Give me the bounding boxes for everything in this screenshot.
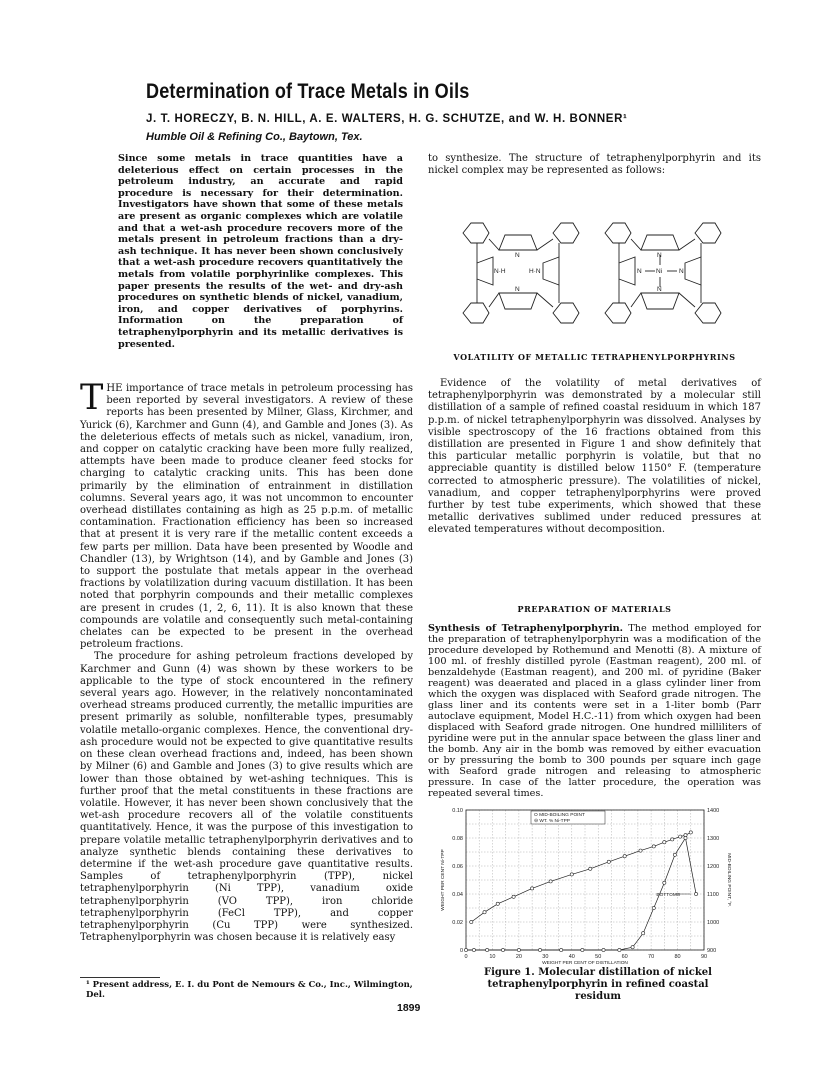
point-wt-ni-tpp: [663, 881, 666, 884]
x-tick-label: 70: [648, 954, 655, 960]
preparation-paragraph: [428, 623, 761, 799]
point-mid-boiling-point: [679, 835, 682, 838]
affiliation: Humble Oil & Refining Co., Baytown, Tex.: [146, 131, 363, 143]
footnote-rule: [80, 977, 160, 978]
x-tick-label: 60: [621, 954, 628, 960]
point-mid-boiling-point: [671, 838, 674, 841]
abstract: Since some metals in trace quantities have a deleterious effect on certain processes in the petroleum industry, an accurate and rapid procedure is necessary for their determination. Investigators have shown that some of these metals are present as organic complexes which are volatile and that a wet-ash procedure recovers more of the metals present in petroleum fractions than a dry-ash technique. It has never been shown conclusively that a wet-ash procedure recovers quantitatively the metals from volatile porphyrinlike complexes. This paper presents the results of the wet- and dry-ash procedures on synthetic blends of nickel, vanadium, iron, and copper derivatives of porphyrins. Information on the preparation of tetraphenylporphyrin and its metallic derivatives is presented.: [118, 153, 403, 350]
y-tick-label: 0.10: [452, 808, 463, 814]
paragraph-intro-text: HE importance of trace metals in petroleum processing has been reported by several investigators. A review of these reports has been presented by Milner, Glass, Kirchmer, and Yurick (6), Karchmer and Gunn (4), and Gamble and Jones (3). As the deleterious effects of metals such as nickel, vanadium, iron, and copper on catalytic cracking have been more fully realized, attempts have been made to produce cleaner feed stocks for charging to catalytic cracking units. This has been done primarily by the elimination of entrainment in distillation columns. Several years ago, it was not uncommon to encounter overhead distillates containing as high as 25 p.p.m. of metallic contamination. Fractionation efficiency has been so increased that at present it is very rare if the metallic content exceeds a few parts per million. Data have been presented by Woodle and Chandler (13), by Wrightson (14), and by Gamble and Jones (3) to support the postulate that metals appear in the overhead fractions by volatilization during vacuum distillation. It has been noted that porphyrin compounds and their metallic complexes are present in crudes (1, 2, 6, 11). It is also known that these compounds are volatile and consequently such metal-containing chelates can be expected to be present in the overhead petroleum fractions.: [80, 383, 413, 651]
point-mid-boiling-point: [652, 845, 655, 848]
heading-volatility: VOLATILITY OF METALLIC TETRAPHENYLPORPHYRINS: [453, 352, 736, 362]
point-mid-boiling-point: [496, 902, 499, 905]
paragraph-intro: [80, 378, 413, 651]
structure-intro: to synthesize. The structure of tetraphenylporphyrin and its nickel complex may be represented as follows:: [428, 153, 761, 177]
preparation-text: The method employed for the preparation of tetraphenylporphyrin was a modification of the procedure developed by Rothemund and Menotti (8). A mixture of 100 ml. of freshly distilled pyrole (Eastman reagent), 200 ml. of benzaldehyde (Eastman reagent), and 200 ml. of pyridine (Baker reagent) was deaerated and placed in a glass cylinder liner from which the oxygen was displaced with Seaford grade nitrogen. The glass liner and its contents were set in a 1-liter bomb (Parr autoclave equipment, Model H.C.-11) from which oxygen had been displaced with Seaford grade nitrogen. One hundred milliliters of pyridine were put in the annular space between the glass liner and the bomb. Any air in the bomb was removed by either evacuation or by pressuring the bomb to 300 pounds per square inch gage with Seaford grade nitrogen and releasing to atmospheric pressure. In case of the latter procedure, the operation was repeated several times.: [428, 623, 762, 799]
point-mid-boiling-point: [512, 895, 515, 898]
point-wt-ni-tpp: [472, 948, 475, 951]
label-n-top: N: [515, 252, 520, 259]
point-mid-boiling-point: [623, 855, 626, 858]
label-nh: N·H: [494, 268, 506, 275]
y2-tick-label: 1400: [707, 808, 720, 814]
chart-grid: [466, 810, 704, 950]
point-wt-ni-tpp: [631, 946, 634, 949]
legend-entry: ⊖ WT. % Ni-TPP: [534, 819, 570, 824]
page-number: 1899: [397, 1002, 421, 1014]
point-wt-ni-tpp: [684, 836, 687, 839]
label-ni-n-bottom: N: [657, 286, 662, 293]
series-line-mid-boiling-point: [471, 832, 690, 922]
preparation-lead: Synthesis of Tetraphenylporphyrin.: [428, 623, 624, 634]
label-ni-n-left: N: [637, 268, 642, 275]
point-mid-boiling-point: [607, 860, 610, 863]
ni-tpp-structure: [605, 223, 721, 323]
point-wt-ni-tpp: [694, 892, 697, 895]
y-axis-label: WEIGHT PER CENT Ni-TPP: [441, 849, 446, 911]
point-wt-ni-tpp: [501, 948, 504, 951]
x-tick-label: 0: [464, 954, 468, 960]
point-wt-ni-tpp: [486, 948, 489, 951]
point-mid-boiling-point: [470, 920, 473, 923]
point-wt-ni-tpp: [560, 948, 563, 951]
y-tick-label: 0.02: [452, 920, 463, 926]
point-mid-boiling-point: [549, 880, 552, 883]
x-tick-label: 40: [568, 954, 575, 960]
y2-axis-label: MID-BOILING POINT, °F.: [726, 853, 731, 907]
author-list: J. T. HORECZY, B. N. HILL, A. E. WALTERS, H. G. SCHUTZE, and W. H. BONNER¹: [146, 113, 628, 125]
point-wt-ni-tpp: [673, 853, 676, 856]
tpp-structure: [463, 223, 579, 323]
y2-tick-label: 1300: [707, 836, 720, 842]
point-mid-boiling-point: [570, 873, 573, 876]
x-tick-label: 10: [489, 954, 496, 960]
point-mid-boiling-point: [589, 867, 592, 870]
point-wt-ni-tpp: [618, 948, 621, 951]
point-mid-boiling-point: [689, 831, 692, 834]
point-wt-ni-tpp: [652, 906, 655, 909]
volatility-paragraph: Evidence of the volatility of metal derivatives of tetraphenylporphyrin was demonstrated by a molecular still distillation of a sample of refined coastal residuum in which 187 p.p.m. of nickel tetraphenylporphyrin was dissolved. Analyses by visible spectroscopy of the 16 fractions obtained from this distillation are presented in Figure 1 and show definitely that this particular metallic porphyrin is volatile, but that no appreciable quantity is distilled below 1150° F. (temperature corrected to atmospheric pressure). The volatilities of nickel, vanadium, and copper tetraphenylporphyrins were proved further by test tube experiments, which showed that these metallic derivatives sublimed under reduced pressures at elevated temperatures without decomposition.: [428, 378, 761, 536]
annotation-bottoms: BOTTOMS: [656, 893, 681, 898]
x-axis-label: WEIGHT PER CENT OF DISTILLATION: [542, 961, 628, 965]
point-mid-boiling-point: [483, 911, 486, 914]
chart-labels: [440, 808, 732, 965]
label-ni-n-top: N: [657, 252, 662, 259]
legend-entry: O MID-BOILING POINT: [534, 813, 585, 818]
label-n-bottom: N: [515, 286, 520, 293]
paragraph-procedure: The procedure for ashing petroleum fractions developed by Karchmer and Gunn (4) was shown by these workers to be applicable to the type of stock encountered in the refinery several years ago. However, in the relatively noncontaminated overhead streams produced currently, the metallic impurities are present primarily as soluble, nonfilterable types, presumably volatile metallo-organic complexes. Hence, the conventional dry-ash procedure would not be expected to give quantitative results on these clean overhead fractions and, indeed, has been shown by Milner (6) and Gamble and Jones (3) to give results which are lower than those obtained by wet-ashing techniques. This is further proof that the metal constituents in these fractions are volatile. However, it has never been shown conclusively that the wet-ash procedure recovers all of the volatile constituents quantitatively. Hence, it was the purpose of this investigation to prepare volatile metallic tetraphenylporphyrin derivatives and to analyze synthetic blends containing these derivatives to determine if the wet-ash procedure gave quantitative results. Samples of tetraphenylporphyrin (TPP), nickel tetraphenylporphyrin (Ni TPP), vanadium oxide tetraphenylporphyrin (VO TPP), iron chloride tetraphenylporphyrin (FeCl TPP), and copper tetraphenylporphyrin (Cu TPP) were synthesized. Tetraphenylporphyrin was chosen because it is relatively easy: [80, 651, 413, 944]
page-title: Determination of Trace Metals in Oils: [146, 80, 470, 103]
y-tick-label: 0.08: [452, 836, 463, 842]
y-tick-label: 0: [459, 948, 463, 954]
porphyrin-structures: [455, 205, 735, 345]
label-ni-n-right: N: [679, 268, 684, 275]
x-tick-label: 80: [674, 954, 681, 960]
left-column: [80, 378, 413, 944]
y2-tick-label: 1000: [707, 920, 720, 926]
figure-caption: Figure 1. Molecular distillation of nickel tetraphenylporphyrin in refined coastal residum: [484, 967, 712, 1002]
y2-tick-label: 900: [707, 948, 717, 954]
point-wt-ni-tpp: [642, 932, 645, 935]
point-wt-ni-tpp: [517, 948, 520, 951]
point-mid-boiling-point: [639, 849, 642, 852]
x-tick-label: 90: [700, 954, 708, 960]
point-mid-boiling-point: [663, 841, 666, 844]
footnote: ¹ Present address, E. I. du Pont de Nemours & Co., Inc., Wilmington, Del.: [86, 980, 413, 1000]
point-wt-ni-tpp: [464, 948, 467, 951]
heading-preparation: PREPARATION OF MATERIALS: [517, 604, 672, 614]
y2-tick-label: 1200: [707, 864, 720, 870]
y2-tick-label: 1100: [707, 892, 719, 898]
label-hn: H·N: [529, 268, 541, 275]
chart-series: [464, 831, 697, 952]
y-tick-label: 0.06: [452, 864, 463, 870]
y-tick-label: 0.04: [452, 892, 463, 898]
point-mid-boiling-point: [531, 887, 534, 890]
point-wt-ni-tpp: [538, 948, 541, 951]
x-tick-label: 30: [542, 954, 549, 960]
x-tick-label: 20: [515, 954, 522, 960]
drop-cap: T: [80, 378, 104, 418]
point-wt-ni-tpp: [581, 948, 584, 951]
x-tick-label: 50: [595, 954, 602, 960]
label-ni: Ni: [656, 268, 663, 275]
figure-1-chart: [436, 800, 736, 965]
point-wt-ni-tpp: [602, 948, 605, 951]
